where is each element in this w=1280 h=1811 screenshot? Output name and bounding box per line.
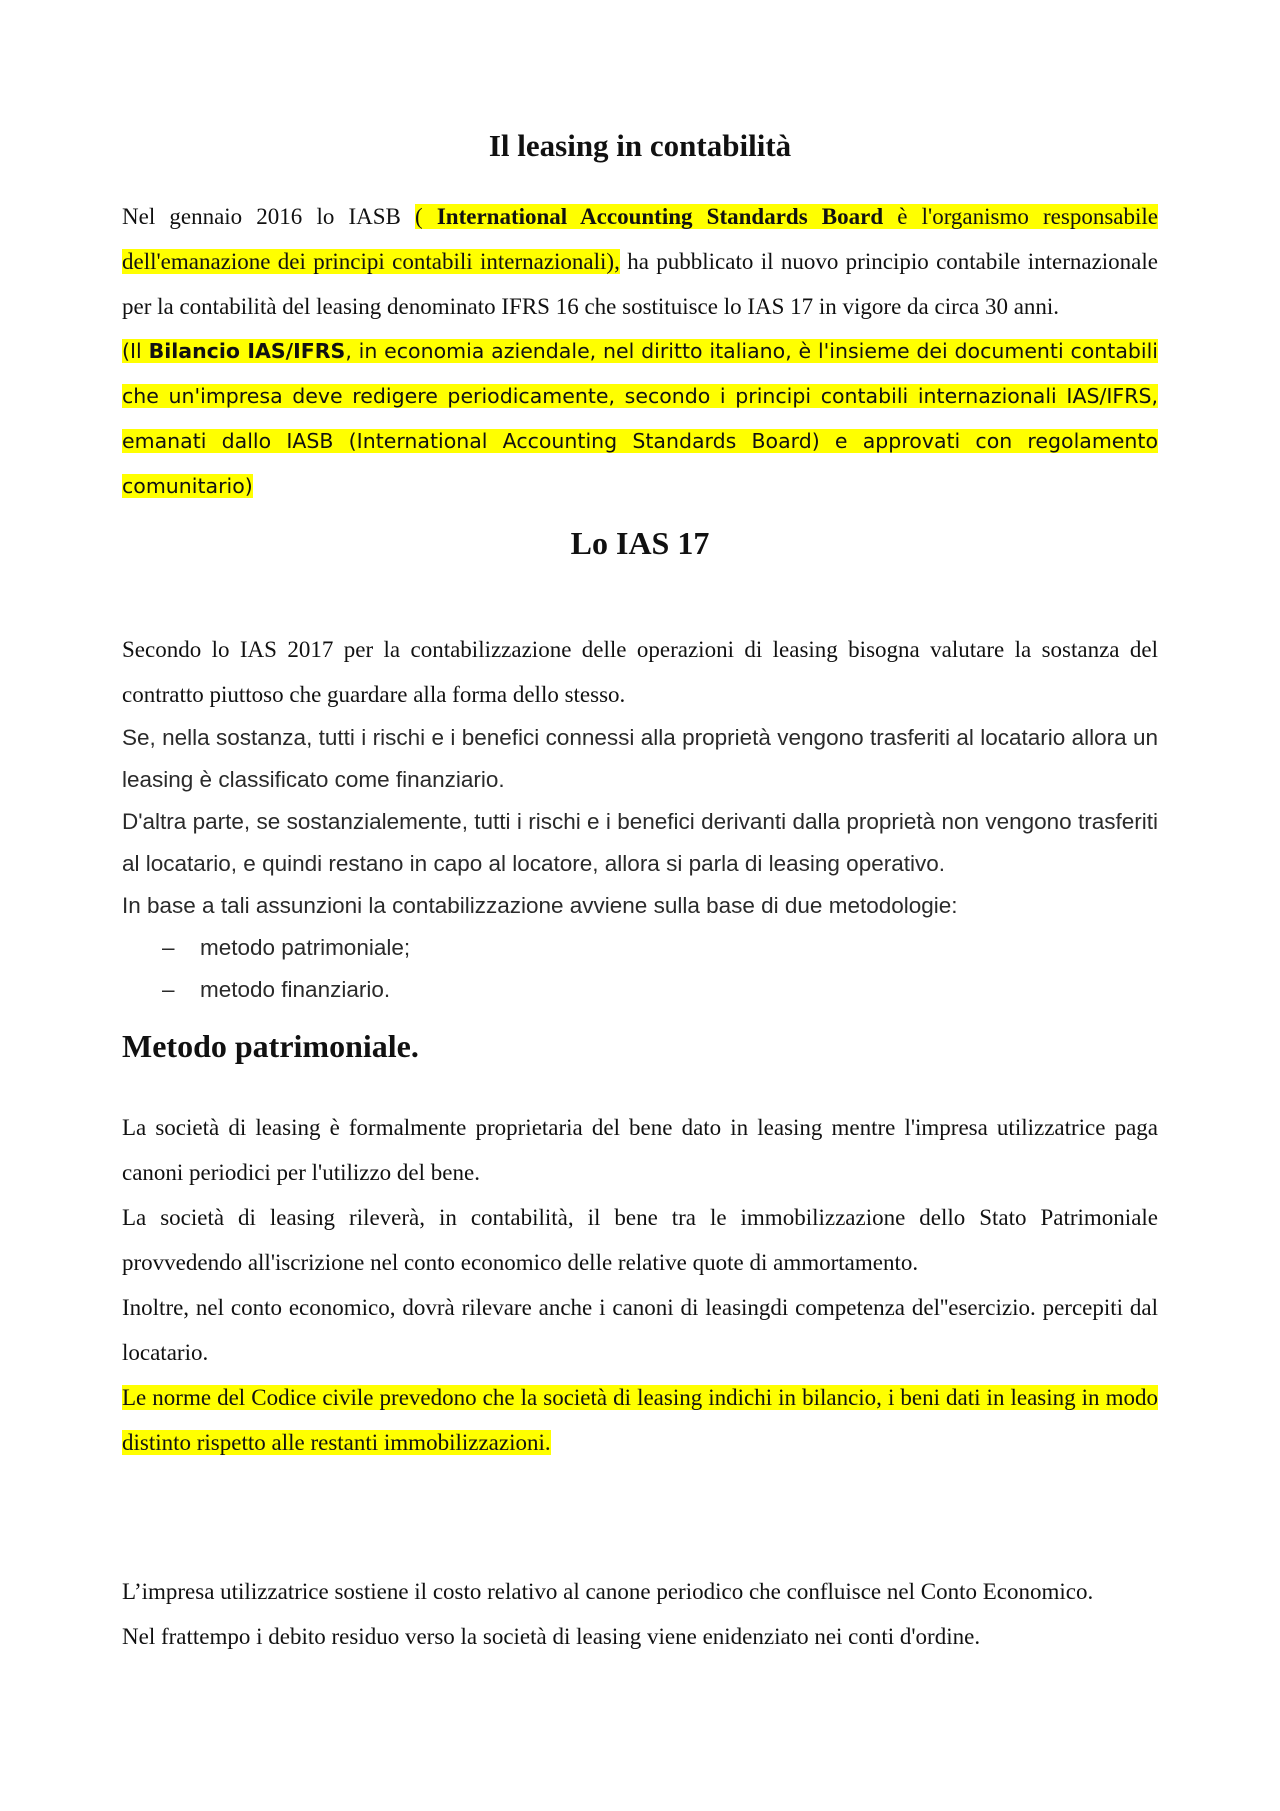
methods-list	[122, 927, 1158, 1011]
dash-bullet: –	[162, 935, 175, 960]
intro-part2: ha pubblicato il nuovo principio contabile internazionale per la contabilità del leasing denominato IFRS 16 che sostituisce lo IAS 17 in vigore da circa 30 anni.	[122, 249, 1158, 319]
codice-civile-highlight: Le norme del Codice civile prevedono che la società di leasing indichi in bilancio, i beni dati in leasing in modo distinto rispetto alle restanti immobilizzazioni.	[122, 1385, 1158, 1455]
bilancio-open: (Il	[122, 339, 149, 363]
ias17-paragraph-2: Se, nella sostanza, tutti i rischi e i benefici connessi alla proprietà vengono trasferiti al locatario allora un leasing è classificato come finanziario.	[122, 725, 1158, 792]
ias17-paragraph-4: In base a tali assunzioni la contabilizzazione avviene sulla base di due metodologie:	[122, 893, 958, 918]
dash-bullet: –	[162, 977, 175, 1002]
intro-highlight-open: (	[415, 204, 437, 229]
list-item-text: metodo patrimoniale;	[200, 935, 411, 960]
list-item	[122, 927, 1158, 969]
patrimoniale-paragraph-1: La società di leasing è formalmente proprietaria del bene dato in leasing mentre l'impresa utilizzatrice paga canoni periodici per l'utilizzo del bene.	[122, 1115, 1158, 1185]
bilancio-bold: Bilancio IAS/IFRS	[148, 339, 346, 363]
bilancio-highlight	[122, 339, 1158, 498]
document-page	[122, 118, 1158, 1659]
spacer	[122, 1465, 1158, 1569]
list-item	[122, 969, 1158, 1011]
patrimoniale-paragraph-2: La società di leasing rileverà, in contabilità, il bene tra le immobilizzazione dello Stato Patrimoniale provvedendo all'iscrizione nel conto economico delle relative quote di ammortamento.	[122, 1205, 1158, 1275]
bilancio-paragraph	[122, 329, 1158, 509]
heading-ias17: Lo IAS 17	[570, 525, 710, 561]
intro-part1: Nel gennaio 2016 lo IASB	[122, 204, 416, 229]
bilancio-rest: , in economia aziendale, nel diritto italiano, è l'insieme dei documenti contabili che un'impresa deve redigere periodicamente, secondo i principi contabili internazionali IAS/IFRS, emanati dallo IASB (International Accounting Standards Board) e approvati con regolamento comunitario)	[122, 339, 1158, 498]
document-title: Il leasing in contabilità	[488, 128, 792, 163]
heading-metodo-patrimoniale: Metodo patrimoniale.	[122, 1028, 419, 1064]
list-item-text: metodo finanziario.	[200, 977, 391, 1002]
ias17-paragraph-3: D'altra parte, se sostanzialemente, tutti i rischi e i benefici derivanti dalla proprietà non vengono trasferiti al locatario, e quindi restano in capo al locatore, allora si parla di leasing operativo.	[122, 809, 1158, 876]
patrimoniale-paragraph-5: L’impresa utilizzatrice sostiene il costo relativo al canone periodico che confluisce nel Conto Economico.	[122, 1579, 1094, 1604]
iasb-full-name: International Accounting Standards Board	[436, 204, 884, 229]
ias17-paragraph-1: Secondo lo IAS 2017 per la contabilizzazione delle operazioni di leasing bisogna valutare la sostanza del contratto piuttoso che guardare alla forma dello stesso.	[122, 637, 1158, 707]
intro-highlight-rest: è l'organismo responsabile dell'emanazione dei principi contabili internazionali),	[122, 204, 1158, 274]
patrimoniale-paragraph-4	[122, 1375, 1158, 1465]
intro-paragraph	[122, 194, 1158, 329]
patrimoniale-paragraph-3: Inoltre, nel conto economico, dovrà rilevare anche i canoni di leasingdi competenza del''esercizio. percepiti dal locatario.	[122, 1295, 1158, 1365]
patrimoniale-paragraph-6: Nel frattempo i debito residuo verso la società di leasing viene enidenziato nei conti d'ordine.	[122, 1624, 981, 1649]
